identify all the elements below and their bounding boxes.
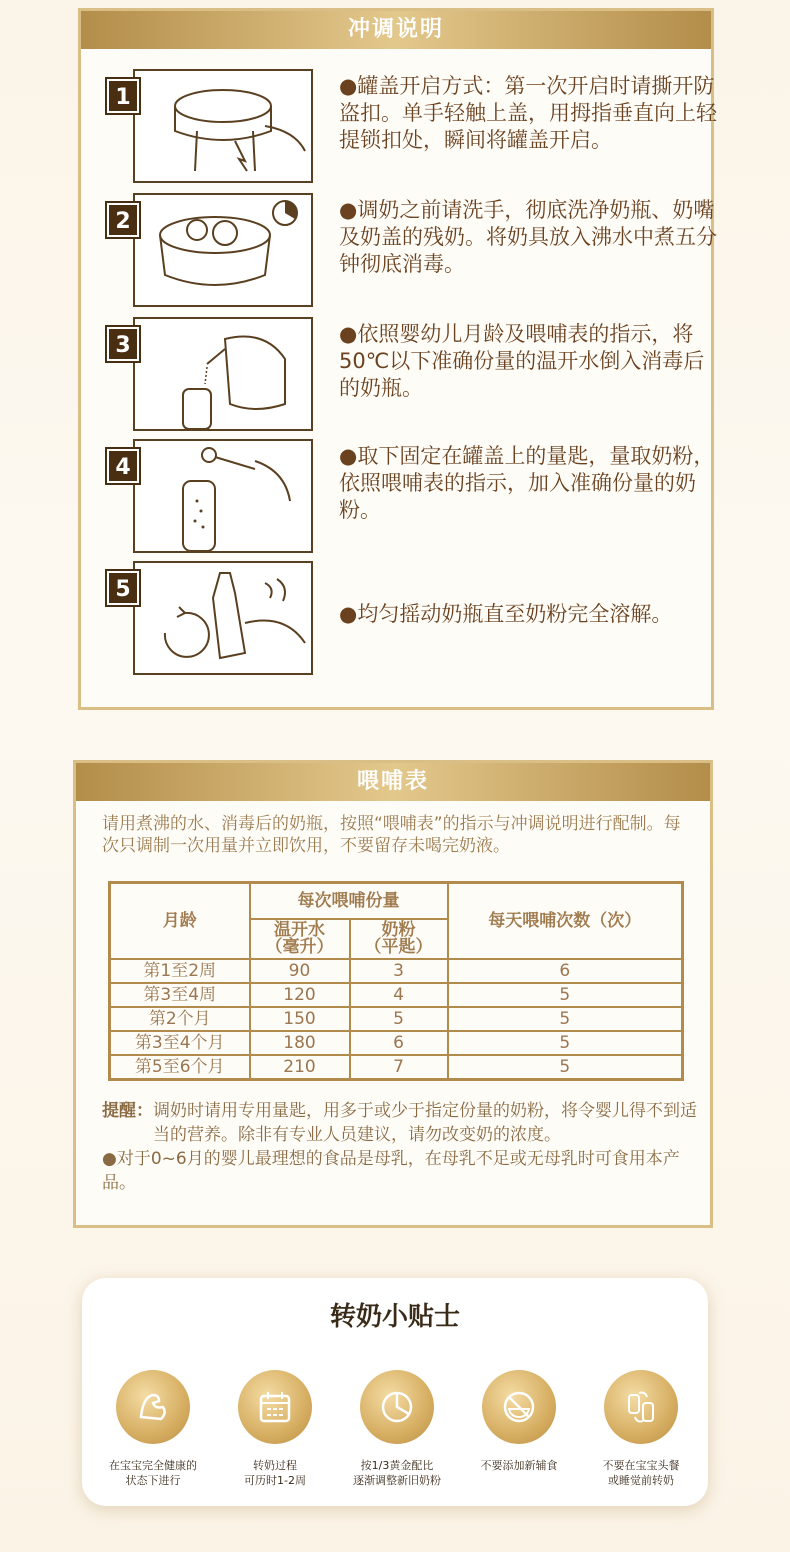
times-cell: 5 — [448, 1031, 683, 1055]
step-text: ●调奶之前请洗手，彻底洗净奶瓶、奶嘴及奶盖的残奶。将奶具放入沸水中煮五分钟彻底消毒。 — [339, 198, 717, 276]
step-number: 1 — [107, 79, 139, 113]
tip-item — [210, 1370, 340, 1488]
powder-cell: 5 — [350, 1007, 448, 1031]
times-cell: 5 — [448, 1055, 683, 1080]
breastfeeding-note: ●对于0~6月的婴儿最理想的食品是母乳，在母乳不足或无母乳时可食用本产品。 — [102, 1149, 680, 1193]
tip-line1: 不要添加新辅食 — [480, 1459, 558, 1472]
age-cell: 第3至4个月 — [110, 1031, 250, 1055]
step-text: ●罐盖开启方式：第一次开启时请撕开防盗扣。单手轻触上盖，用拇指垂直向上轻提锁扣处，瞬间将罐盖开启。 — [339, 74, 717, 152]
times-cell: 5 — [448, 983, 683, 1007]
step-number: 2 — [107, 203, 139, 237]
tip-line1: 按1/3黄金配比 — [360, 1459, 434, 1472]
reminder-label: 提醒： — [102, 1101, 153, 1121]
step-text: ●均匀摇动奶瓶直至奶粉完全溶解。 — [339, 602, 673, 626]
feeding-table — [108, 881, 684, 1081]
tip-item — [454, 1370, 584, 1473]
step-text: ●依照婴幼儿月龄及喂哺表的指示，将50℃以下准确份量的温开水倒入消毒后的奶瓶。 — [339, 322, 705, 400]
step-text: ●取下固定在罐盖上的量匙，量取奶粉，依照喂哺表的指示，加入准确份量的奶粉。 — [339, 444, 715, 522]
instructions-title: 冲调说明 — [81, 11, 711, 49]
water-cell: 180 — [250, 1031, 350, 1055]
times-cell: 5 — [448, 1007, 683, 1031]
tip-label — [576, 1458, 706, 1488]
tips-title: 转奶小贴士 — [329, 1302, 460, 1332]
step-number: 5 — [107, 571, 139, 605]
tip-label — [332, 1458, 462, 1488]
water-cell: 150 — [250, 1007, 350, 1031]
header-age: 月龄 — [110, 883, 250, 959]
age-cell: 第5至6个月 — [110, 1055, 250, 1080]
step-1 — [107, 69, 717, 187]
pour-water-illustration — [133, 317, 313, 431]
pie-chart-icon — [360, 1370, 434, 1444]
tip-line1: 在宝宝完全健康的 — [109, 1459, 197, 1472]
header-times: 每天喂哺次数（次） — [448, 883, 683, 959]
boil-bottle-illustration — [133, 193, 313, 307]
feeding-notes — [102, 1099, 702, 1195]
tip-label — [210, 1458, 340, 1488]
powder-cell: 4 — [350, 983, 448, 1007]
table-row — [110, 983, 683, 1007]
tips-card — [82, 1278, 708, 1506]
tip-item — [576, 1370, 706, 1488]
powder-cell: 6 — [350, 1031, 448, 1055]
tip-line1: 不要在宝宝头餐 — [602, 1459, 680, 1472]
header-water: 温开水 （毫升） — [250, 919, 350, 959]
tip-line2: 状态下进行 — [125, 1474, 181, 1487]
no-food-icon — [482, 1370, 556, 1444]
header-per-feed: 每次喂哺份量 — [250, 883, 448, 919]
table-row — [110, 1055, 683, 1080]
step-3 — [107, 317, 717, 435]
tip-line2: 或睡觉前转奶 — [608, 1474, 674, 1487]
step-2 — [107, 193, 717, 311]
powder-cell: 3 — [350, 959, 448, 983]
step-number: 3 — [107, 327, 139, 361]
muscle-arm-icon — [116, 1370, 190, 1444]
reminder-text: 调奶时请用专用量匙，用多于或少于指定份量的奶粉，将令婴儿得不到适当的营养。除非有专业人员建议，请勿改变奶的浓度。 — [153, 1101, 697, 1145]
feeding-panel — [73, 760, 713, 1228]
tip-item — [332, 1370, 462, 1488]
tip-item — [88, 1370, 218, 1488]
age-cell: 第2个月 — [110, 1007, 250, 1031]
add-powder-illustration — [133, 439, 313, 553]
age-cell: 第1至2周 — [110, 959, 250, 983]
feeding-title: 喂哺表 — [76, 763, 710, 801]
open-can-illustration — [133, 69, 313, 183]
calendar-icon — [238, 1370, 312, 1444]
table-row — [110, 959, 683, 983]
feeding-intro: 请用煮沸的水、消毒后的奶瓶，按照“喂哺表”的指示与冲调说明进行配制。每次只调制一次用量并立即饮用，不要留存未喝完奶液。 — [102, 814, 681, 856]
times-cell: 6 — [448, 959, 683, 983]
table-row — [110, 1007, 683, 1031]
bottle-swap-icon — [604, 1370, 678, 1444]
tip-line2: 可历时1-2周 — [244, 1474, 306, 1487]
tip-label — [454, 1458, 584, 1473]
header-powder: 奶粉 （平匙） — [350, 919, 448, 959]
age-cell: 第3至4周 — [110, 983, 250, 1007]
step-number: 4 — [107, 449, 139, 483]
step-5 — [107, 561, 717, 679]
table-row — [110, 1031, 683, 1055]
tip-line1: 转奶过程 — [253, 1459, 297, 1472]
water-cell: 210 — [250, 1055, 350, 1080]
instructions-panel — [78, 8, 717, 710]
powder-cell: 7 — [350, 1055, 448, 1080]
step-4 — [107, 439, 717, 557]
tip-line2: 逐渐调整新旧奶粉 — [353, 1474, 441, 1487]
shake-bottle-illustration — [133, 561, 313, 675]
tip-label — [88, 1458, 218, 1488]
water-cell: 90 — [250, 959, 350, 983]
water-cell: 120 — [250, 983, 350, 1007]
